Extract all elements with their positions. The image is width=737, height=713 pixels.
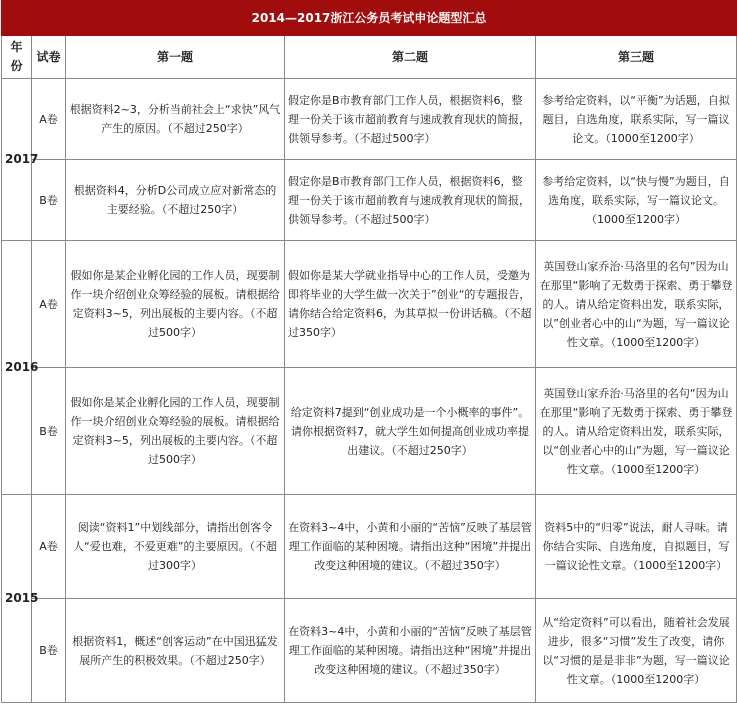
table-row xyxy=(2,160,737,241)
year-cell: 2016 xyxy=(2,241,32,495)
paper-cell: A卷 xyxy=(32,241,66,368)
q2-cell: 假如你是某大学就业指导中心的工作人员，受邀为即将毕业的大学生做一次关于”创业“的专题报告，请你结合给定资料6，为其草拟一份讲话稿。（不超过350字） xyxy=(285,241,536,368)
year-cell: 2015 xyxy=(2,495,32,703)
q3-cell: 从“给定资料”可以看出，随着社会发展进步，很多“习惯”发生了改变，请你以“习惯的是是非非”为题，写一篇议论性文章。（1000至1200字） xyxy=(536,599,737,703)
q1-cell: 假如你是某企业孵化园的工作人员，现要制作一块介绍创业众筹经验的展板。请根据给定资料3~5，列出展板的主要内容。（不超过500字） xyxy=(66,368,285,495)
header-q2: 第二题 xyxy=(285,36,536,79)
header-row xyxy=(2,36,737,79)
q2-cell: 在资料3~4中，小黄和小丽的“苦恼”反映了基层管理工作面临的某种困境。请指出这种“困境”并提出改变这种困境的建议。（不超过350字） xyxy=(285,495,536,599)
q1-cell: 根据资料4，分析D公司成立应对新常态的主要经验。（不超过250字） xyxy=(66,160,285,241)
q2-cell: 在资料3~4中，小黄和小丽的“苦恼”反映了基层管理工作面临的某种困境。请指出这种“困境”并提出改变这种困境的建议。（不超过350字） xyxy=(285,599,536,703)
paper-cell: A卷 xyxy=(32,79,66,160)
q2-cell: 给定资料7提到“创业成功是一个小概率的事件”。请你根据资料7，就大学生如何提高创业成功率提出建议。（不超过250字） xyxy=(285,368,536,495)
q2-cell: 假定你是B市教育部门工作人员，根据资料6，整理一份关于该市超前教育与速成教育现状的简报，供领导参考。（不超过500字） xyxy=(285,160,536,241)
header-year: 年份 xyxy=(2,36,32,79)
q1-cell: 阅读“资料1”中划线部分，请指出创客令人“爱也难，不爱更难”的主要原因。（不超过300字） xyxy=(66,495,285,599)
q1-cell: 根据资料2~3，分析当前社会上“求快”风气产生的原因。（不超过250字） xyxy=(66,79,285,160)
q3-cell: 参考给定资料，以“平衡”为话题，自拟题目，自选角度，联系实际，写一篇议论文。（1000至1200字） xyxy=(536,79,737,160)
header-q1: 第一题 xyxy=(66,36,285,79)
table-row xyxy=(2,599,737,703)
q3-cell: 英国登山家乔治·马洛里的名句“因为山在那里“影响了无数勇于探索、勇于攀登的人。请从给定资料出发，联系实际，以“创业者心中的山”为题，写一篇议论性文章。（1000至1200字） xyxy=(536,368,737,495)
table-row xyxy=(2,495,737,599)
year-cell: 2017 xyxy=(2,79,32,241)
q1-cell: 根据资料1，概述“创客运动”在中国迅猛发展所产生的积极效果。（不超过250字） xyxy=(66,599,285,703)
table-row xyxy=(2,79,737,160)
title-row xyxy=(2,1,737,36)
header-paper: 试卷 xyxy=(32,36,66,79)
q3-cell: 资料5中的“归零”说法，耐人寻味。请你结合实际、自选角度，自拟题目，写一篇议论性文章。（1000至1200字） xyxy=(536,495,737,599)
table-row xyxy=(2,368,737,495)
q3-cell: 英国登山家乔治·马洛里的名句”因为山在那里“影响了无数勇于探索、勇于攀登的人。请从给定资料出发，联系实际，以”创业者心中的山“为题，写一篇议论性文章。（1000至1200字） xyxy=(536,241,737,368)
q2-cell: 假定你是B市教育部门工作人员，根据资料6，整理一份关于该市超前教育与速成教育现状的简报，供领导参考。（不超过500字） xyxy=(285,79,536,160)
paper-cell: B卷 xyxy=(32,160,66,241)
table-row xyxy=(2,241,737,368)
exam-table xyxy=(1,0,737,703)
paper-cell: B卷 xyxy=(32,368,66,495)
q3-cell: 参考给定资料，以“快与慢”为题目，自选角度，联系实际，写一篇议论文。（1000至1200字） xyxy=(536,160,737,241)
paper-cell: A卷 xyxy=(32,495,66,599)
paper-cell: B卷 xyxy=(32,599,66,703)
q1-cell: 假如你是某企业孵化园的工作人员，现要制作一块介绍创业众筹经验的展板。请根据给定资料3~5，列出展板的主要内容。（不超过500字） xyxy=(66,241,285,368)
table-title: 2014—2017浙江公务员考试申论题型汇总 xyxy=(2,1,737,36)
header-q3: 第三题 xyxy=(536,36,737,79)
